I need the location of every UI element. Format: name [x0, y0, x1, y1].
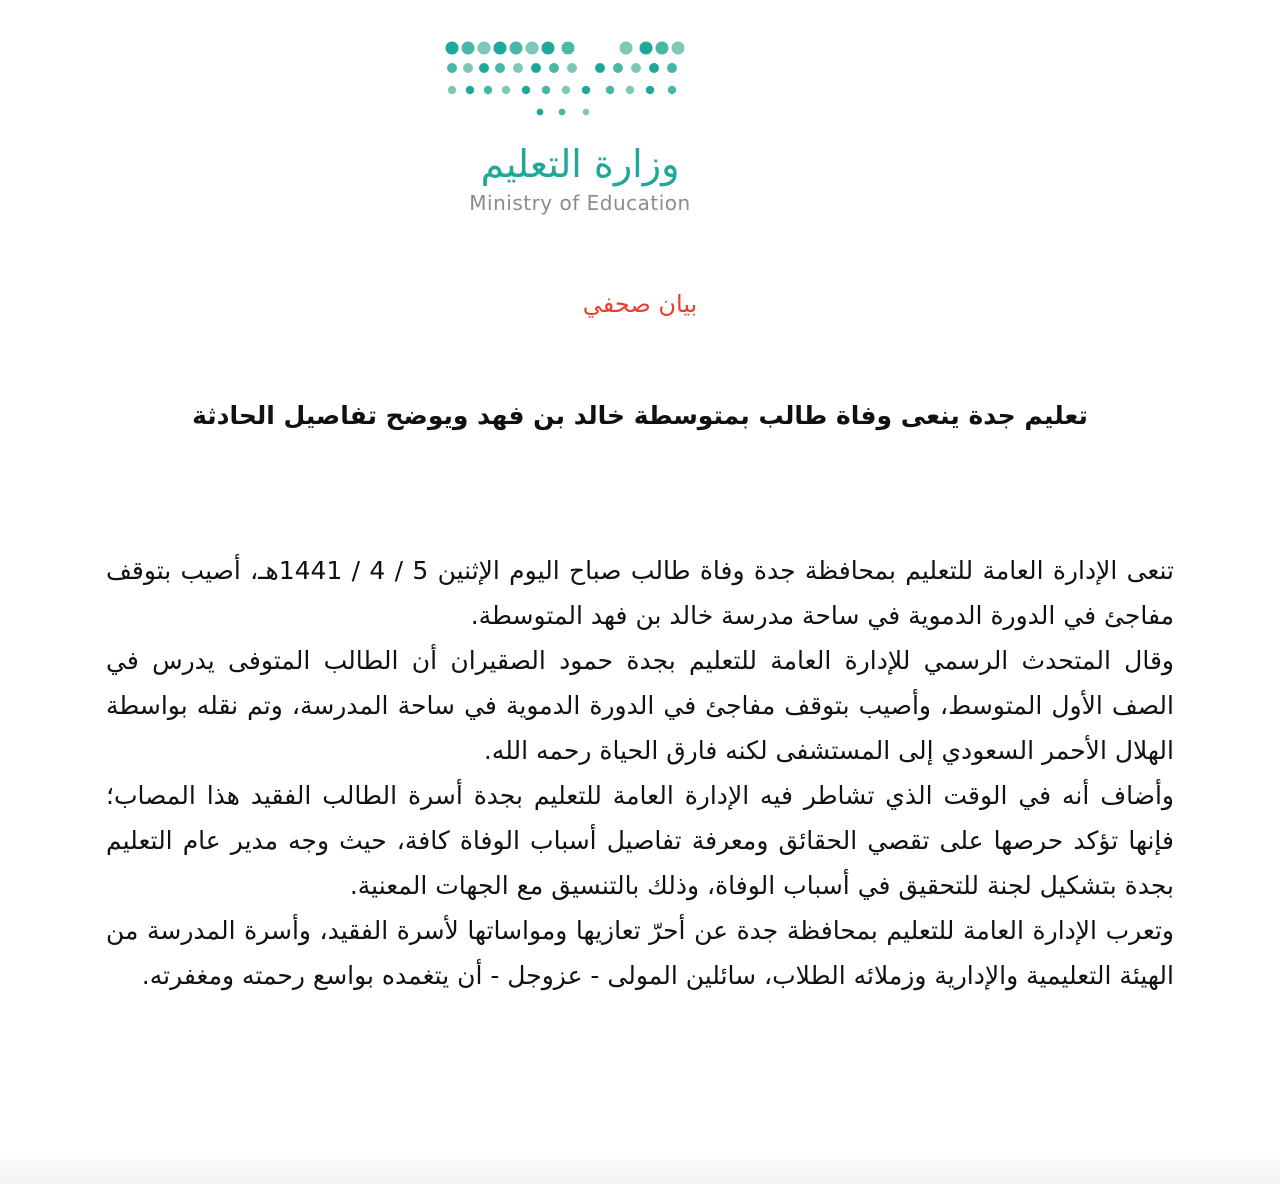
logo-dot [484, 86, 492, 94]
logo-dot [656, 42, 669, 55]
logo-dot [463, 63, 473, 73]
logo-dot [478, 42, 491, 55]
logo-dot-pattern-icon [440, 30, 840, 130]
logo-dot [631, 63, 641, 73]
logo-dot [620, 42, 633, 55]
logo-dot [513, 63, 523, 73]
logo-dot [542, 42, 555, 55]
page-bottom-shadow [0, 1150, 1280, 1184]
body-paragraph: وتعرب الإدارة العامة للتعليم بمحافظة جدة عن أحرّ تعازيها ومواساتها لأسرة الفقيد، وأسرة المدرسة من الهيئة التعليمية والإدارية وزملائه الطلاب، سائلين المولى - عزوجل - أن يتغمده بواسع رحمته ومغفرته. [106, 916, 1174, 990]
logo-dot [537, 109, 544, 116]
logo-dot [649, 63, 659, 73]
press-release-label: بيان صحفي [582, 290, 698, 318]
logo-dot [646, 86, 654, 94]
logo-dot [613, 63, 623, 73]
logo-dot [495, 63, 505, 73]
logo-dot [606, 86, 614, 94]
logo-dot [526, 42, 539, 55]
logo-dot [626, 86, 634, 94]
body-paragraph: وقال المتحدث الرسمي للإدارة العامة للتعليم بجدة حمود الصقيران أن الطالب المتوفى يدرس في الصف الأول المتوسط، وأصيب بتوقف مفاجئ في الدورة الدموية في ساحة المدرسة، وتم نقله بواسطة الهلال الأحمر السعودي إلى المستشفى لكنه فارق الحياة رحمه الله. [106, 646, 1174, 765]
logo-dot [640, 42, 653, 55]
logo-dot [595, 63, 605, 73]
logo-dot [542, 86, 550, 94]
logo-dot [447, 63, 457, 73]
logo-arabic-name: وزارة التعليم [480, 142, 680, 186]
press-body [106, 548, 1174, 998]
logo-dot [502, 86, 510, 94]
logo-dot [448, 86, 456, 94]
logo-dot [567, 63, 577, 73]
press-headline: تعليم جدة ينعى وفاة طالب بمتوسطة خالد بن فهد ويوضح تفاصيل الحادثة [192, 401, 1088, 430]
logo-dot [668, 86, 676, 94]
logo-dot [494, 42, 507, 55]
logo-dot [562, 86, 570, 94]
body-paragraph: وأضاف أنه في الوقت الذي تشاطر فيه الإدارة العامة للتعليم بجدة أسرة الطالب الفقيد هذا المصاب؛ فإنها تؤكد حرصها على تقصي الحقائق ومعرفة تفاصيل أسباب الوفاة كافة، حيث وجه مدير عام التعليم بجدة بتشكيل لجنة للتحقيق في أسباب الوفاة، وذلك بالتنسيق مع الجهات المعنية. [106, 781, 1174, 900]
logo-dot [559, 109, 566, 116]
logo-dot [522, 86, 530, 94]
logo-dot [582, 86, 590, 94]
body-paragraph: تنعى الإدارة العامة للتعليم بمحافظة جدة وفاة طالب صباح اليوم الإثنين 5 / 4 / 1441هـ، أصيب بتوقف مفاجئ في الدورة الدموية في ساحة مدرسة خالد بن فهد المتوسطة. [106, 556, 1174, 630]
logo-dot [531, 63, 541, 73]
logo-dot [510, 42, 523, 55]
logo-dot [479, 63, 489, 73]
logo-english-name: Ministry of Education [469, 191, 691, 215]
logo-dot [562, 42, 575, 55]
logo-dot [462, 42, 475, 55]
logo-dot [667, 63, 677, 73]
logo-dot [446, 42, 459, 55]
ministry-logo [440, 30, 840, 230]
logo-dot [549, 63, 559, 73]
logo-dot [466, 86, 474, 94]
logo-dot [583, 109, 590, 116]
logo-dot [672, 42, 685, 55]
